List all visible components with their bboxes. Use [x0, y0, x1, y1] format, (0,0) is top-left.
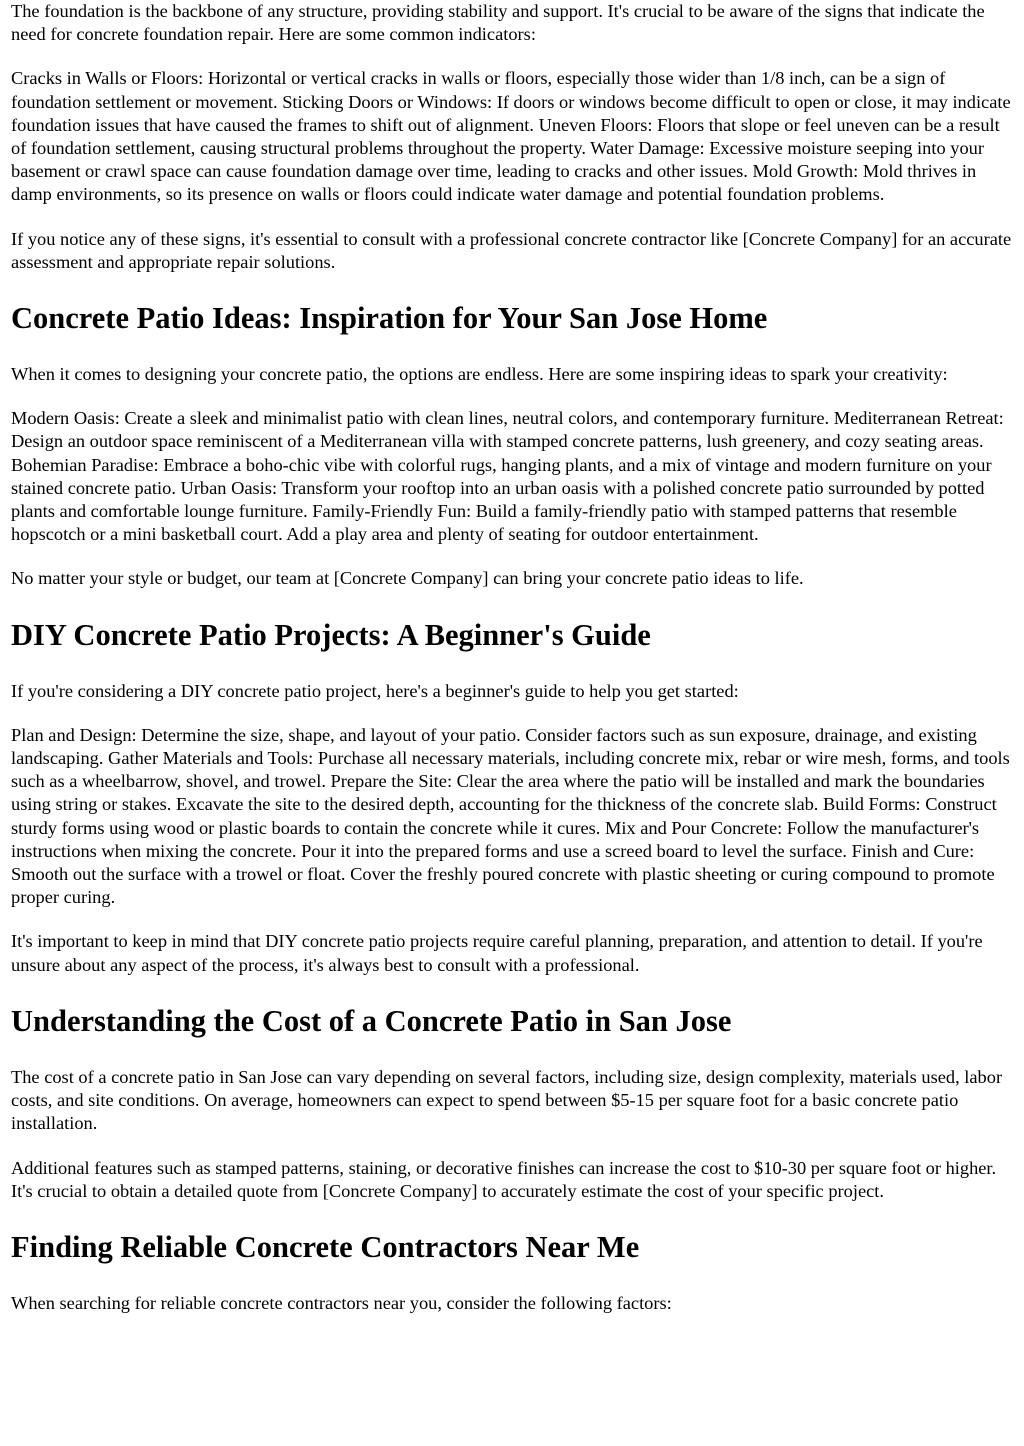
- intro-paragraph-2: Cracks in Walls or Floors: Horizontal or vertical cracks in walls or floors, especially those wider than 1/8 inch, can be a sign of foundation settlement or movement. Sticking Doors or Windows: If doors or windows become difficult to open or close, it may indicate foundation issues that have caused the frames to shift out of alignment. Uneven Floors: Floors that slope or feel uneven can be a result of foundation settlement, causing structural problems throughout the property. Water Damage: Excessive moisture seeping into your basement or crawl space can cause foundation damage over time, leading to cracks and other issues. Mold Growth: Mold thrives in damp environments, so its presence on walls or floors could indicate water damage and potential foundation problems.: [11, 68, 1011, 205]
- section-paragraph: When it comes to designing your concrete patio, the options are endless. Here are some inspiring ideas to spark your creativity:: [11, 364, 948, 385]
- section-paragraph: No matter your style or budget, our team at [Concrete Company] can bring your concrete patio ideas to life.: [11, 568, 804, 589]
- section-finding-contractors: [11, 1229, 1014, 1315]
- section-paragraph: It's important to keep in mind that DIY concrete patio projects require careful planning, preparation, and attention to detail. If you're unsure about any aspect of the process, it's always best to consult with a professional.: [11, 931, 983, 975]
- section-diy-guide: [11, 617, 1014, 977]
- section-paragraph: Plan and Design: Determine the size, shape, and layout of your patio. Consider factors such as sun exposure, drainage, and existing landscaping. Gather Materials and Tools: Purchase all necessary materials, including concrete mix, rebar or wire mesh, forms, and tools such as a wheelbarrow, shovel, and trowel. Prepare the Site: Clear the area where the patio will be installed and mark the boundaries using string or stakes. Excavate the site to the desired depth, accounting for the thickness of the concrete slab. Build Forms: Construct sturdy forms using wood or plastic boards to contain the concrete while it cures. Mix and Pour Concrete: Follow the manufacturer's instructions when mixing the concrete. Pour it into the prepared forms and use a screed board to level the surface. Finish and Cure: Smooth out the surface with a trowel or float. Cover the freshly poured concrete with plastic sheeting or curing compound to promote proper curing.: [11, 724, 1010, 908]
- section-heading: Concrete Patio Ideas: Inspiration for Your San Jose Home: [11, 301, 768, 336]
- section-paragraph: Additional features such as stamped patterns, staining, or decorative finishes can increase the cost to $10-30 per square foot or higher. It's crucial to obtain a detailed quote from [Concrete Company] to accurately estimate the cost of your specific project.: [11, 1157, 997, 1201]
- section-patio-cost: [11, 1003, 1014, 1203]
- section-heading: Finding Reliable Concrete Contractors Near Me: [11, 1229, 640, 1264]
- section-paragraph: If you're considering a DIY concrete patio project, here's a beginner's guide to help you get started:: [11, 680, 739, 701]
- section-heading: Understanding the Cost of a Concrete Patio in San Jose: [11, 1003, 732, 1038]
- section-paragraph: When searching for reliable concrete contractors near you, consider the following factors:: [11, 1292, 672, 1313]
- intro-paragraph-3: If you notice any of these signs, it's essential to consult with a professional concrete contractor like [Concrete Company] for an accurate assessment and appropriate repair solutions.: [11, 228, 1012, 272]
- intro-paragraph-1: The foundation is the backbone of any structure, providing stability and support. It's crucial to be aware of the signs that indicate the need for concrete foundation repair. Here are some common indicators:: [11, 1, 985, 45]
- section-paragraph: The cost of a concrete patio in San Jose can vary depending on several factors, including size, design complexity, materials used, labor costs, and site conditions. On average, homeowners can expect to spend between $5-15 per square foot for a basic concrete patio installation.: [11, 1066, 1003, 1134]
- section-heading: DIY Concrete Patio Projects: A Beginner's Guide: [11, 617, 651, 652]
- section-patio-ideas: [11, 300, 1014, 591]
- section-paragraph: Modern Oasis: Create a sleek and minimalist patio with clean lines, neutral colors, and contemporary furniture. Mediterranean Retreat: Design an outdoor space reminiscent of a Mediterranean villa with stamped concrete patterns, lush greenery, and cozy seating areas. Bohemian Paradise: Embrace a boho-chic vibe with colorful rugs, hanging plants, and a mix of vintage and modern furniture on your stained concrete patio. Urban Oasis: Transform your rooftop into an urban oasis with a polished concrete patio surrounded by potted plants and comfortable lounge furniture. Family-Friendly Fun: Build a family-friendly patio with stamped patterns that resemble hopscotch or a mini basketball court. Add a play area and plenty of seating for outdoor entertainment.: [11, 408, 1004, 545]
